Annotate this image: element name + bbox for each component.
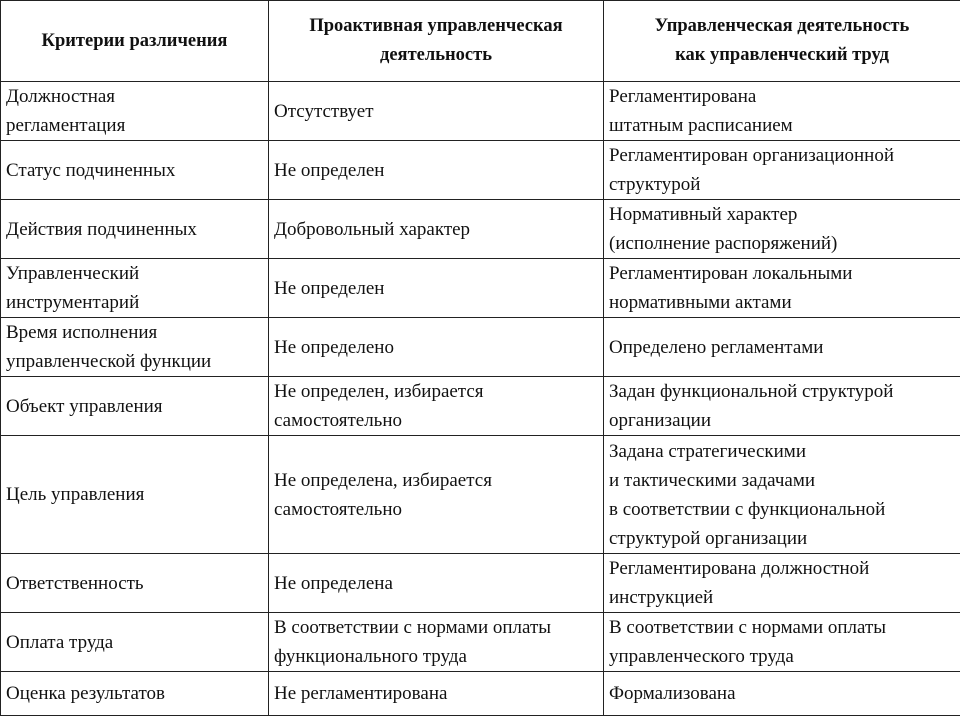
labor-cell: Формализована <box>604 672 960 716</box>
criteria-cell: Управленческий инструментарий <box>1 259 269 318</box>
proactive-cell: Не регламентирована <box>269 672 604 716</box>
labor-cell: В соответствии с нормами оплаты управленческого труда <box>604 613 960 672</box>
table-row <box>1 613 960 672</box>
table-row <box>1 200 960 259</box>
table-row <box>1 141 960 200</box>
header-criteria <box>1 1 269 82</box>
criteria-cell: Оплата труда <box>1 613 269 672</box>
labor-cell: Нормативный характер (исполнение распоряжений) <box>604 200 960 259</box>
criteria-cell: Должностная регламентация <box>1 82 269 141</box>
labor-cell: Определено регламентами <box>604 318 960 377</box>
header-criteria-text: Критерии различения <box>41 30 228 51</box>
table-row <box>1 672 960 716</box>
labor-cell: Регламентирована штатным расписанием <box>604 82 960 141</box>
labor-cell: Задана стратегическими и тактическими задачами в соответствии с функциональной структурой организации <box>604 436 960 554</box>
header-proactive-text: Проактивная управленческая деятельность <box>309 16 563 65</box>
table-body <box>1 82 960 716</box>
proactive-cell: Не определен <box>269 259 604 318</box>
table-row <box>1 82 960 141</box>
criteria-cell: Объект управления <box>1 377 269 436</box>
criteria-cell: Время исполнения управленческой функции <box>1 318 269 377</box>
table-header <box>1 1 960 82</box>
labor-cell: Регламентирована должностной инструкцией <box>604 554 960 613</box>
table-row <box>1 259 960 318</box>
header-proactive <box>269 1 604 82</box>
proactive-cell: Отсутствует <box>269 82 604 141</box>
proactive-cell: Добровольный характер <box>269 200 604 259</box>
criteria-cell: Ответственность <box>1 554 269 613</box>
proactive-cell: Не определен, избирается самостоятельно <box>269 377 604 436</box>
labor-cell: Регламентирован локальными нормативными актами <box>604 259 960 318</box>
proactive-cell: Не определена <box>269 554 604 613</box>
proactive-cell: Не определен <box>269 141 604 200</box>
table-row <box>1 377 960 436</box>
header-row <box>1 1 960 82</box>
labor-cell: Задан функциональной структурой организации <box>604 377 960 436</box>
criteria-cell: Статус подчиненных <box>1 141 269 200</box>
proactive-cell: Не определено <box>269 318 604 377</box>
table-row <box>1 318 960 377</box>
table-row <box>1 436 960 554</box>
proactive-cell: В соответствии с нормами оплаты функционального труда <box>269 613 604 672</box>
header-labor-text: Управленческая деятельность как управленческий труд <box>654 16 910 65</box>
proactive-cell: Не определена, избирается самостоятельно <box>269 436 604 554</box>
criteria-cell: Цель управления <box>1 436 269 554</box>
labor-cell: Регламентирован организационной структурой <box>604 141 960 200</box>
table-row <box>1 554 960 613</box>
criteria-cell: Оценка результатов <box>1 672 269 716</box>
header-labor <box>604 1 960 82</box>
criteria-cell: Действия подчиненных <box>1 200 269 259</box>
